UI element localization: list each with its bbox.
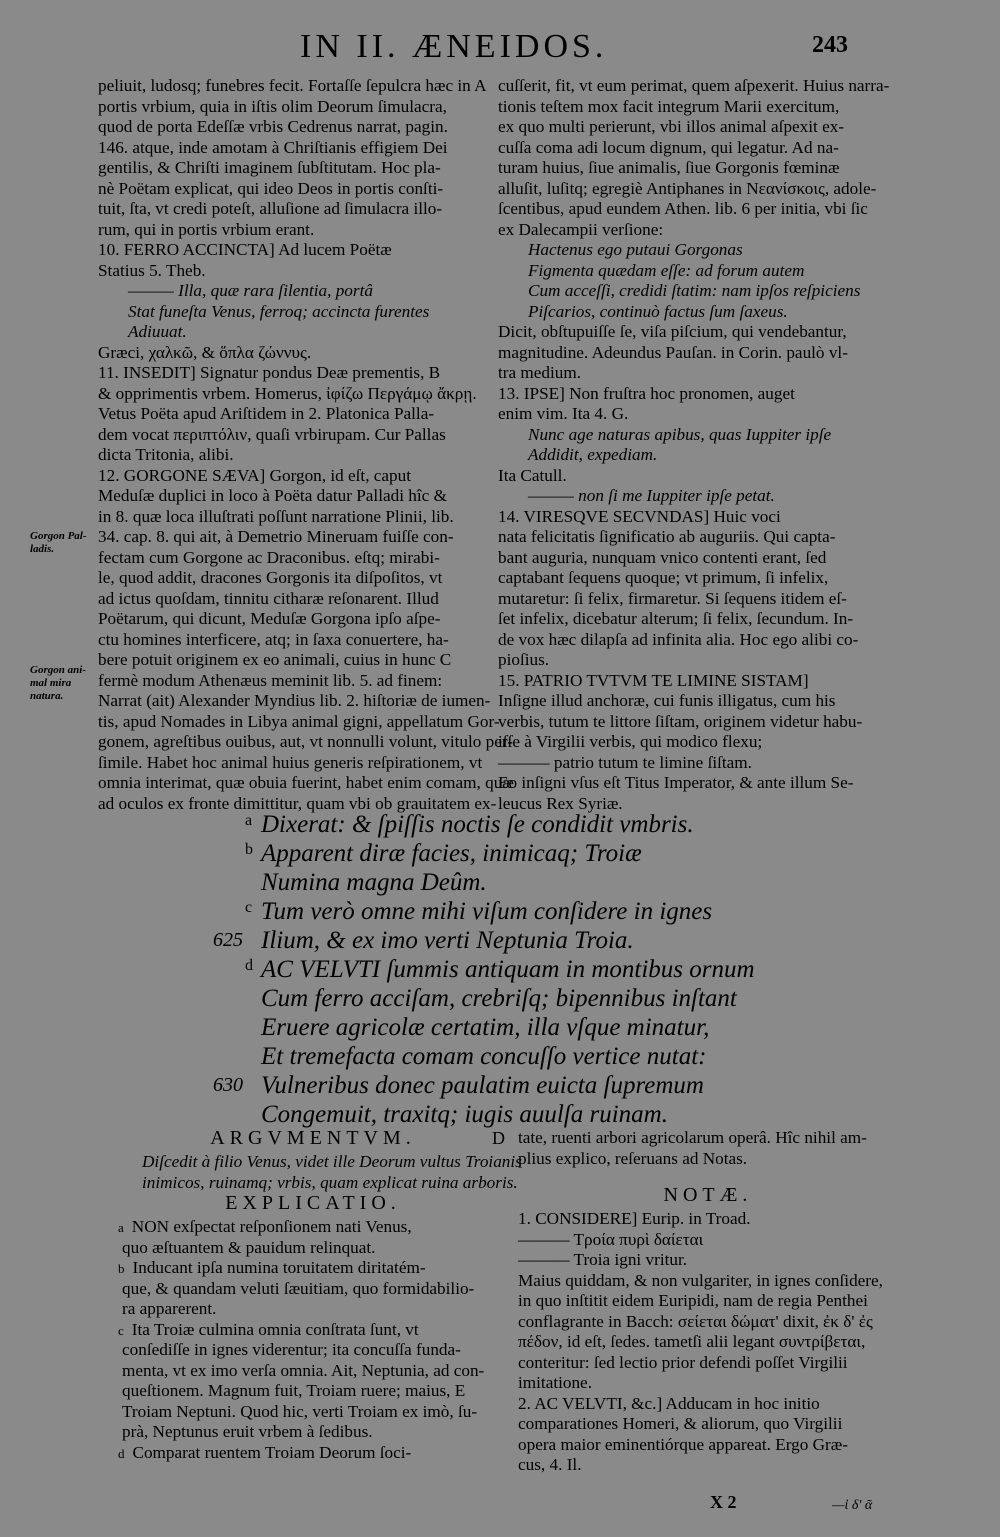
commentary-line: 12. GORGONE SÆVA] Gorgon, id eſt, caput bbox=[98, 465, 412, 485]
notae-line: conteritur: ſed lectio prior defendi poſſet Virgilii bbox=[518, 1352, 848, 1372]
right-commentary-column bbox=[498, 76, 890, 814]
commentary-line: Statius 5. Theb. bbox=[98, 260, 206, 280]
commentary-line: ——— Illa, quæ rara ſilentia, portâ bbox=[128, 281, 373, 300]
commentary-line: ad ictus quoſdam, tinnitu citharæ reſonarent. Illud bbox=[98, 588, 439, 608]
commentary-line: Stat funeſta Venus, ferroq; accincta furentes bbox=[128, 301, 430, 321]
commentary-line: Adiuuat. bbox=[128, 322, 187, 341]
explicatio-text: que, & quandam veluti ſæuitiam, quo formidabilio- bbox=[122, 1278, 475, 1298]
commentary-line: 34. cap. 8. qui ait, à Demetrio Mineruam fuiſſe con- bbox=[98, 527, 454, 546]
explicatio-text: Comparat ruentem Troiam Deorum ſoci- bbox=[132, 1442, 412, 1462]
explicatio-line bbox=[118, 1402, 508, 1423]
verse-line bbox=[195, 955, 795, 984]
verse-text: Eruere agricolæ certatim, illa vſque minatur, bbox=[261, 1014, 710, 1041]
argumentum-explicatio-column bbox=[118, 1127, 522, 1463]
verse-line bbox=[195, 897, 795, 926]
page-number: 243 bbox=[812, 32, 848, 58]
commentary-line: cuſſa coma adi locum dignum, qui legatur. Ad na- bbox=[498, 137, 839, 157]
commentary-line: fermè modum Athenæus meminit lib. 5. ad finem: bbox=[98, 670, 443, 690]
commentary-line: le, quod addit, dracones Gorgonis ita diſpoſitos, vt bbox=[98, 568, 443, 587]
margin-note-line: Gorgon Pal- bbox=[30, 530, 87, 542]
commentary-line: Dicit, obſtupuiſſe ſe, viſa piſcium, qui vendebantur, bbox=[498, 322, 847, 341]
notae-line: 1. CONSIDERE] Eurip. in Troad. bbox=[518, 1209, 751, 1228]
notae-line: comparationes Homeri, & aliorum, quo Virgilii bbox=[518, 1414, 843, 1433]
aeneid-verse-block bbox=[195, 810, 795, 1129]
commentary-line: de vox hæc dilapſa ad infinita alia. Hoc ego alibi co- bbox=[498, 629, 859, 649]
commentary-line: captabant ſequens quoque; vt primum, ſi infelix, bbox=[498, 568, 829, 587]
explicatio-text: quo æſtuantem & pauidum relinquat. bbox=[122, 1237, 376, 1257]
explicatio-line bbox=[118, 1279, 508, 1300]
notae-line: ——— Troia igni vritur. bbox=[518, 1250, 688, 1269]
commentary-line: ad oculos ex fronte dimittitur, quam vbi ob grauitatem ex- bbox=[98, 793, 497, 813]
commentary-line: alluſit, luſitq; egregiè Antiphanes in Νεανίσκοις, adole- bbox=[498, 178, 877, 198]
verse-text: Ilium, & ex imo verti Neptunia Troia. bbox=[261, 927, 634, 954]
explicatio-continuation: tate, ruenti arbori agricolarum operâ. Hîc nihil am- bbox=[518, 1128, 867, 1147]
explicatio-body bbox=[118, 1217, 508, 1463]
verse-line bbox=[195, 1042, 795, 1071]
running-title: IN II. ÆNEIDOS. bbox=[300, 28, 608, 65]
margin-note-line: Gorgon ani- bbox=[30, 664, 86, 676]
verse-text: Congemuit, traxitq; iugis auulſa ruinam. bbox=[261, 1101, 668, 1128]
verse-line bbox=[195, 1013, 795, 1042]
commentary-line: 13. IPSE] Non fruſtra hoc pronomen, auget bbox=[498, 383, 795, 403]
commentary-line: ſimile. Habet hoc animal huius generis reſpirationem, vt bbox=[98, 752, 483, 772]
argumentum-line: inimicos, ruinamq; vrbis, quam explicat ruina arboris. bbox=[142, 1172, 518, 1192]
verse-line bbox=[195, 839, 795, 868]
commentary-line: 15. PATRIO TVTVM TE LIMINE SISTAM] bbox=[498, 670, 809, 690]
commentary-line: cuſſerit, fit, vt eum perimat, quem aſpexerit. Huius narra- bbox=[498, 76, 890, 95]
commentary-line: portis vrbium, quia in iſtis olim Deorum ſimulacra, bbox=[98, 96, 447, 116]
explicatio-heading: EXPLICATIO. bbox=[225, 1192, 401, 1214]
explicatio-line bbox=[118, 1340, 508, 1361]
explicatio-text: Ita Troiæ culmina omnia conſtrata ſunt, vt bbox=[131, 1319, 419, 1339]
explicatio-line bbox=[118, 1238, 508, 1259]
notae-line: cus, 4. Il. bbox=[518, 1455, 582, 1474]
explicatio-continuation: plius explico, reſeruans ad Notas. bbox=[518, 1148, 748, 1168]
footnote-marker: b bbox=[245, 841, 253, 858]
verse-text: Numina magna Deûm. bbox=[261, 869, 487, 896]
commentary-line: ——— patrio tutum te limine ſiſtam. bbox=[498, 752, 752, 772]
verse-line bbox=[195, 868, 795, 897]
footnote-marker: c bbox=[118, 1322, 124, 1338]
notae-line: Maius quiddam, & non vulgariter, in ignes conſidere, bbox=[518, 1270, 883, 1290]
footnote-marker: a bbox=[118, 1220, 124, 1235]
commentary-line: Meduſæ duplici in loco à Poëta datur Palladi hîc & bbox=[98, 486, 447, 505]
footnote-marker: d bbox=[245, 957, 253, 974]
verse-line bbox=[195, 984, 795, 1013]
commentary-line: bere potuit originem ex eo animali, cuius in hunc C bbox=[98, 650, 452, 669]
explicatio-line bbox=[118, 1258, 508, 1279]
commentary-line: tionis teſtem mox facit integrum Marii exercitum, bbox=[498, 96, 840, 116]
commentary-line: tis, apud Nomades in Libya animal gigni, appellatum Gor- bbox=[98, 711, 500, 731]
commentary-line: iſſe à Virgilii verbis, qui modico flexu; bbox=[498, 732, 763, 751]
notae-body bbox=[518, 1209, 898, 1476]
notae-line: imitatione. bbox=[518, 1373, 592, 1392]
commentary-line: tra medium. bbox=[498, 363, 582, 382]
catchword: —ἰ δ' ᾶ bbox=[832, 1498, 873, 1513]
commentary-line: mutaretur: ſi felix, firmaretur. Si ſequens itidem eſ- bbox=[498, 588, 847, 608]
commentary-line: pioſius. bbox=[498, 650, 550, 669]
commentary-line: Nunc age naturas apibus, quas Iuppiter ipſe bbox=[528, 424, 832, 444]
commentary-line: dem vocat περιπτόλιν, quaſi vrbirupam. Cur Pallas bbox=[98, 424, 446, 444]
commentary-line: nè Poëtam explicat, qui ideo Deos in portis conſti- bbox=[98, 178, 444, 198]
commentary-line: & opprimentis vrbem. Homerus, ἰφίζω Περγάμῳ ἄκρῃ. bbox=[98, 383, 477, 403]
commentary-line: turam huius, ſiue animalis, ſiue Gorgonis fœminæ bbox=[498, 158, 840, 177]
verse-text: Tum verò omne mihi viſum conſidere in ignes bbox=[261, 898, 713, 925]
margin-note-gorgon-animal bbox=[30, 664, 90, 703]
commentary-line: Figmenta quædam eſſe: ad forum autem bbox=[528, 260, 805, 280]
notae-line: in quo inſtitit eidem Euripidi, nam de regia Penthei bbox=[518, 1291, 868, 1310]
notae-line: πέδον, id eſt, ſedes. tametſi alii legant συντρίβεται, bbox=[518, 1332, 866, 1351]
commentary-line: ex Dalecampii verſione: bbox=[498, 219, 664, 239]
commentary-line: ctu homines interficere, atq; in ſaxa conuertere, ha- bbox=[98, 629, 449, 649]
commentary-line: Narrat (ait) Alexander Myndius lib. 2. hiſtoriæ de iumen- bbox=[98, 691, 491, 710]
notae-line: conflagrante in Bacch: σείεται δώματ' dixit, ἐκ δ' ἐς bbox=[518, 1311, 873, 1331]
verse-text: Cum ferro acciſam, crebriſq; bipennibus inſtant bbox=[261, 985, 737, 1012]
footnote-marker: a bbox=[245, 812, 253, 829]
commentary-line: quod de porta Edeſſæ vrbis Cedrenus narrat, pagin. bbox=[98, 117, 448, 136]
verse-text: Apparent diræ facies, inimicaq; Troiæ bbox=[261, 840, 642, 867]
commentary-line: ex quo multi perierunt, vbi illos animal aſpexit ex- bbox=[498, 117, 845, 136]
commentary-line: Hactenus ego putaui Gorgonas bbox=[528, 240, 743, 259]
commentary-line: Inſigne illud anchoræ, cui funis illigatus, cum his bbox=[498, 691, 836, 710]
left-commentary-column bbox=[98, 76, 514, 814]
commentary-line: 146. atque, inde amotam à Chriſtianis effigiem Dei bbox=[98, 137, 448, 157]
commentary-line: Vetus Poëta apud Ariſtidem in 2. Platonica Palla- bbox=[98, 404, 435, 423]
commentary-line: peliuit, ludosq; funebres fecit. Fortaſſe ſepulcra hæc in A bbox=[98, 76, 487, 95]
explicatio-line bbox=[118, 1381, 508, 1402]
verse-text: AC VELVTI ſummis antiquam in montibus ornum bbox=[261, 956, 755, 983]
explicatio-text: menta, vt ex imo verſa omnia. Ait, Neptunia, ad con- bbox=[122, 1360, 485, 1380]
commentary-line: 11. INSEDIT] Signatur pondus Deæ prementis, B bbox=[98, 363, 441, 382]
commentary-line: magnitudine. Adeundus Pauſan. in Corin. paulò vl- bbox=[498, 342, 848, 362]
section-marker-d: D bbox=[492, 1128, 505, 1148]
commentary-line: gonem, agreſtibus ouibus, aut, vt nonnulli volunt, vitulo per- bbox=[98, 732, 513, 751]
commentary-line: dicta Tritonia, alibi. bbox=[98, 445, 234, 464]
commentary-line: Cum acceſſi, credidi ſtatim: nam ipſos reſpiciens bbox=[528, 281, 861, 300]
verse-text: Et tremefacta comam concuſſo vertice nutat: bbox=[261, 1043, 707, 1070]
explicatio-line bbox=[118, 1320, 508, 1341]
notae-line: 2. AC VELVTI, &c.] Adducam in hoc initio bbox=[518, 1393, 820, 1413]
margin-note-line: ladis. bbox=[30, 543, 55, 555]
signature-mark: X 2 bbox=[710, 1492, 737, 1512]
argumentum-line: Diſcedit à filio Venus, videt ille Deorum vultus Troianis bbox=[142, 1152, 522, 1171]
commentary-line: Addidit, expediam. bbox=[528, 445, 658, 464]
commentary-line: 14. VIRESQVE SECVNDAS] Huic voci bbox=[498, 506, 781, 526]
commentary-line: gentilis, & Chriſti imaginem ſubſtitutam. Hoc pla- bbox=[98, 158, 441, 177]
notae-line: opera maior eminentiórque appareat. Ergo Græ- bbox=[518, 1434, 848, 1454]
commentary-line: leucus Rex Syriæ. bbox=[498, 793, 623, 813]
explicatio-line bbox=[118, 1299, 508, 1320]
commentary-line: bant auguria, nunquam vnico contenti erant, ſed bbox=[498, 547, 827, 567]
commentary-line: omnia interimat, quæ obuia fuerint, habet enim comam, quæ bbox=[98, 773, 514, 792]
commentary-line: Poëtarum, qui dicunt, Meduſæ Gorgona ipſo aſpe- bbox=[98, 609, 441, 628]
commentary-line: ſcentibus, apud eundem Athen. lib. 6 per initia, vbi ſic bbox=[498, 199, 868, 218]
commentary-line: verbis, tutum te littore ſiſtam, originem videtur habu- bbox=[498, 711, 863, 731]
explicatio-text: prà, Neptunus eruit vrbem à ſedibus. bbox=[122, 1422, 373, 1441]
verse-text: Vulneribus donec paulatim euicta ſupremum bbox=[261, 1072, 704, 1099]
commentary-line: enim vim. Ita 4. G. bbox=[498, 404, 629, 423]
notae-heading: NOTÆ. bbox=[663, 1184, 753, 1206]
verse-line bbox=[195, 810, 795, 839]
commentary-line: in 8. quæ loca illuſtrati poſſunt narratione Plinii, lib. bbox=[98, 506, 454, 526]
explicatio-line bbox=[118, 1361, 508, 1382]
explicatio-line bbox=[118, 1217, 508, 1238]
explicatio-text: ra apparerent. bbox=[122, 1299, 217, 1318]
verse-text: Dixerat: & ſpiſſis noctis ſe condidit vmbris. bbox=[261, 811, 694, 838]
commentary-line: fectam cum Gorgone ac Draconibus. eſtq; mirabi- bbox=[98, 547, 440, 567]
explicatio-text: conſediſſe in ignes viderentur; ita concuſſa funda- bbox=[122, 1340, 461, 1359]
commentary-line: Piſcarios, continuò factus ſum ſaxeus. bbox=[528, 301, 788, 321]
commentary-line: Eo inſigni vſus eſt Titus Imperator, & ante illum Se- bbox=[498, 773, 854, 792]
explicatio-text: Troiam Neptuni. Quod hic, verti Troiam ex imò, ſu- bbox=[122, 1401, 478, 1421]
footnote-marker: c bbox=[245, 899, 253, 916]
verse-line bbox=[195, 926, 795, 955]
commentary-line: rum, qui in portis vrbium erant. bbox=[98, 219, 315, 239]
footnote-marker: d bbox=[118, 1445, 125, 1461]
commentary-line: 10. FERRO ACCINCTA] Ad lucem Poëtæ bbox=[98, 240, 392, 259]
commentary-line: nata felicitatis ſignificatio ab auguriis. Qui capta- bbox=[498, 527, 836, 546]
argumentum-heading: ARGVMENTVM. bbox=[210, 1127, 416, 1149]
verse-line-number: 625 bbox=[213, 929, 243, 951]
explicatio-text: Inducant ipſa numina toruitatem diritatém- bbox=[132, 1258, 426, 1277]
verse-line-number: 630 bbox=[213, 1074, 243, 1096]
commentary-line: ſet infelix, dicebatur alterum; ſi felix, ſecundum. In- bbox=[498, 609, 854, 628]
explicatio-line bbox=[118, 1422, 508, 1443]
margin-note-line: natura. bbox=[30, 690, 64, 702]
explicatio-text: queſtionem. Magnum fuit, Troiam ruere; maius, E bbox=[122, 1381, 466, 1400]
verse-line bbox=[195, 1100, 795, 1129]
margin-note-gorgon-pallas bbox=[30, 530, 90, 556]
explicatio-text: NON exſpectat reſponſionem nati Venus, bbox=[131, 1217, 412, 1236]
margin-note-line: mal mira bbox=[30, 677, 72, 689]
commentary-line: tuit, ſta, vt credi poteſt, alluſione ad ſimulacra illo- bbox=[98, 199, 443, 218]
commentary-line: ——— non ſi me Iuppiter ipſe petat. bbox=[528, 486, 775, 505]
explicatio-line bbox=[118, 1443, 508, 1464]
notae-line: ——— Τροία πυρὶ δαίεται bbox=[518, 1229, 704, 1249]
footnote-marker: b bbox=[118, 1261, 125, 1276]
commentary-line: Græci, χαλκῶ, & ὅπλα ζώννυς. bbox=[98, 342, 312, 362]
verse-line bbox=[195, 1071, 795, 1100]
notae-column bbox=[518, 1128, 898, 1476]
page-header bbox=[0, 28, 1000, 68]
commentary-line: Ita Catull. bbox=[498, 465, 567, 485]
